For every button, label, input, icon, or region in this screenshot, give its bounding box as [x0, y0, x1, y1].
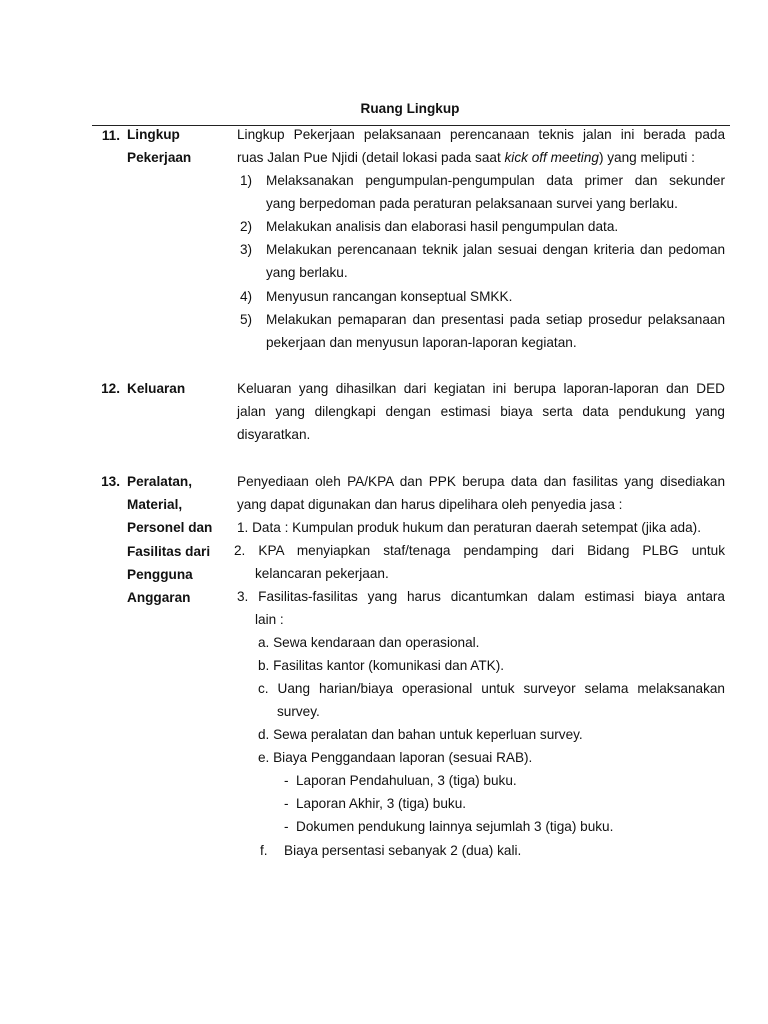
list-item: Menyusun rancangan konseptual SMKK. [266, 289, 513, 304]
section-13-item-3 [237, 585, 725, 608]
section-13-line-1 [237, 470, 725, 493]
label-line: Material, [127, 497, 183, 513]
label-line: Keluaran [127, 381, 186, 396]
text-line: Melaksanakan pengumpulan-pengumpulan data primer dan sekunder [266, 173, 725, 188]
section-13-item-1: 1. Data : Kumpulan produk hukum dan peraturan daerah setempat (jika ada). [237, 520, 701, 535]
section-12-line-1 [237, 377, 725, 400]
list-item [266, 238, 725, 261]
sub-item-d: d. Sewa peralatan dan bahan untuk keperluan survey. [258, 727, 583, 742]
sub-sub-item: Laporan Pendahuluan, 3 (tiga) buku. [296, 773, 517, 788]
section-11-intro-line-1 [237, 123, 725, 146]
list-marker: 2) [240, 219, 253, 234]
text-span: ruas Jalan Pue Njidi (detail lokasi pada saat [237, 150, 505, 165]
label-line: Fasilitas dari [127, 543, 211, 559]
sub-item-c-cont: survey. [277, 704, 320, 719]
sub-item-f: Biaya persentasi sebanyak 2 (dua) kali. [284, 843, 522, 858]
dash-marker: - [284, 773, 289, 788]
text-line: 2. KPA menyiapkan staf/tenaga pendamping dari Bidang PLBG untuk [234, 543, 725, 558]
section-13-item-2-cont: kelancaran pekerjaan. [255, 566, 389, 581]
list-item-cont: pekerjaan dan menyusun laporan-laporan kegiatan. [266, 335, 577, 350]
section-13-number: 13. [101, 474, 120, 489]
list-marker: 1) [240, 173, 253, 188]
section-12-number: 12. [101, 381, 120, 396]
list-marker: 4) [240, 289, 253, 304]
sub-sub-item: Dokumen pendukung lainnya sejumlah 3 (tiga) buku. [296, 819, 614, 834]
label-line: Personel dan [127, 520, 213, 536]
text-line: 3. Fasilitas-fasilitas yang harus dicantumkan dalam estimasi biaya antara [237, 589, 725, 604]
section-12-label [127, 377, 222, 400]
section-11-label [127, 123, 222, 169]
label-line: Peralatan, [127, 474, 192, 489]
sub-item-e: e. Biaya Penggandaan laporan (sesuai RAB). [258, 750, 533, 765]
text-line: Penyediaan oleh PA/KPA dan PPK berupa data dan fasilitas yang disediakan [237, 474, 725, 489]
list-item-cont: yang berlaku. [266, 265, 348, 280]
sub-item-a: a. Sewa kendaraan dan operasional. [258, 635, 480, 650]
dash-marker: - [284, 819, 289, 834]
section-13-item-2 [234, 539, 725, 562]
section-13-item-3-cont: lain : [255, 612, 284, 627]
list-marker: 3) [240, 242, 253, 257]
page-title: Ruang Lingkup [360, 101, 460, 116]
section-13-line-2: yang dapat digunakan dan harus dipelihara oleh penyedia jasa : [237, 497, 623, 512]
section-11-number: 11. [101, 128, 120, 143]
section-12-line-2 [237, 400, 725, 423]
list-item-cont: yang berpedoman pada peraturan pelaksanaan survei yang berlaku. [266, 196, 678, 211]
text-line: Melakukan pemaparan dan presentasi pada setiap prosedur pelaksanaan [266, 312, 725, 327]
sub-item-b: b. Fasilitas kantor (komunikasi dan ATK). [258, 658, 505, 673]
text-line: jalan yang dilengkapi dengan estimasi biaya serta data pendukung yang [237, 404, 725, 419]
sub-item-c [258, 677, 725, 700]
section-11-intro-line-2 [237, 146, 695, 169]
sub-sub-item: Laporan Akhir, 3 (tiga) buku. [296, 796, 467, 811]
label-line: Anggaran [127, 590, 191, 606]
label-line: Lingkup [127, 127, 180, 142]
section-12-line-3: disyaratkan. [237, 427, 311, 442]
sub-item-f-marker: f. [260, 843, 268, 858]
label-line: Pekerjaan [127, 150, 192, 166]
text-line: Keluaran yang dihasilkan dari kegiatan ini berupa laporan-laporan dan DED [237, 381, 725, 396]
list-item [266, 169, 725, 192]
italic-term: kick off meeting [504, 150, 599, 165]
dash-marker: - [284, 796, 289, 811]
section-13-label [127, 470, 222, 609]
label-line: Pengguna [127, 566, 193, 582]
text-line: c. Uang harian/biaya operasional untuk surveyor selama melaksanakan [258, 681, 725, 696]
list-item [266, 308, 725, 331]
list-item: Melakukan analisis dan elaborasi hasil pengumpulan data. [266, 219, 619, 234]
list-marker: 5) [240, 312, 253, 327]
text-line: Lingkup Pekerjaan pelaksanaan perencanaan teknis jalan ini berada pada [237, 127, 725, 142]
text-span: ) yang meliputi : [598, 150, 695, 165]
text-line: Melakukan perencanaan teknik jalan sesuai dengan kriteria dan pedoman [266, 242, 725, 257]
